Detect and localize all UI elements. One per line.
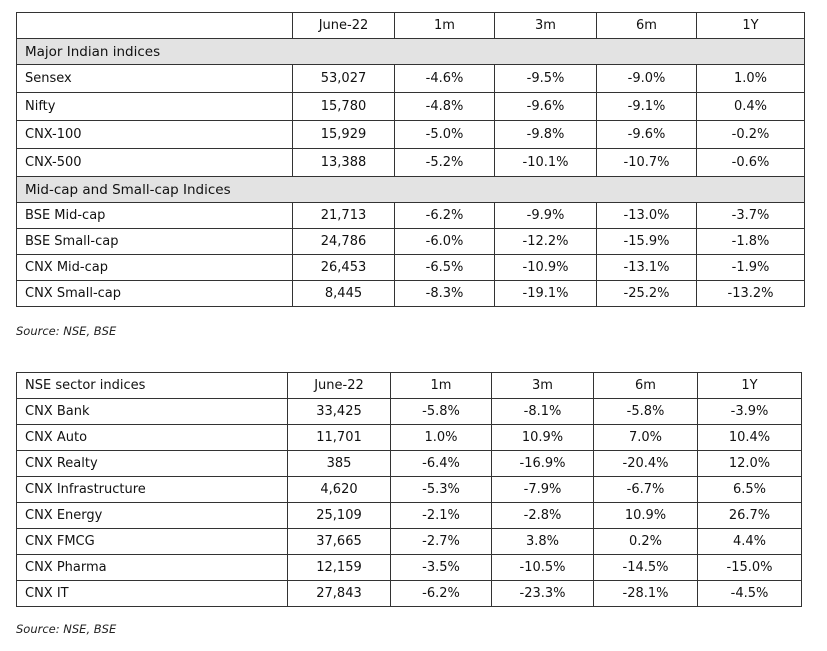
value-cell: 26.7%	[698, 503, 802, 529]
table-row	[17, 255, 805, 281]
value-cell: 12,159	[288, 555, 391, 581]
column-header: 1Y	[698, 373, 802, 399]
value-cell: -19.1%	[495, 281, 597, 307]
value-cell: 1.0%	[391, 425, 492, 451]
value-cell: -5.3%	[391, 477, 492, 503]
table-row	[17, 281, 805, 307]
table-row	[17, 229, 805, 255]
value-cell: 3.8%	[492, 529, 594, 555]
value-cell: -14.5%	[594, 555, 698, 581]
column-header: 1m	[395, 13, 495, 39]
value-cell: -13.2%	[697, 281, 805, 307]
column-header: 1m	[391, 373, 492, 399]
value-cell: -6.7%	[594, 477, 698, 503]
column-header: June-22	[293, 13, 395, 39]
table-row	[17, 581, 802, 607]
value-cell: -3.5%	[391, 555, 492, 581]
index-name: CNX-100	[17, 121, 293, 149]
sector-name: CNX Bank	[17, 399, 288, 425]
sector-name: CNX Realty	[17, 451, 288, 477]
value-cell: -9.5%	[495, 65, 597, 93]
value-cell: -10.9%	[495, 255, 597, 281]
header-row	[17, 13, 805, 39]
value-cell: 6.5%	[698, 477, 802, 503]
value-cell: 26,453	[293, 255, 395, 281]
value-cell: -9.9%	[495, 203, 597, 229]
value-cell: 11,701	[288, 425, 391, 451]
index-name: CNX-500	[17, 149, 293, 177]
value-cell: -6.2%	[391, 581, 492, 607]
index-name: BSE Small-cap	[17, 229, 293, 255]
value-cell: -9.6%	[597, 121, 697, 149]
value-cell: 21,713	[293, 203, 395, 229]
sector-name: CNX Infrastructure	[17, 477, 288, 503]
value-cell: 10.4%	[698, 425, 802, 451]
value-cell: -0.6%	[697, 149, 805, 177]
value-cell: 24,786	[293, 229, 395, 255]
value-cell: -9.8%	[495, 121, 597, 149]
value-cell: -6.2%	[395, 203, 495, 229]
value-cell: -9.6%	[495, 93, 597, 121]
value-cell: -3.7%	[697, 203, 805, 229]
value-cell: -5.8%	[391, 399, 492, 425]
value-cell: 37,665	[288, 529, 391, 555]
value-cell: 27,843	[288, 581, 391, 607]
value-cell: 4.4%	[698, 529, 802, 555]
value-cell: -4.5%	[698, 581, 802, 607]
value-cell: -10.1%	[495, 149, 597, 177]
section-header-row	[17, 177, 805, 203]
value-cell: 10.9%	[594, 503, 698, 529]
sector-name: CNX Energy	[17, 503, 288, 529]
value-cell: -23.3%	[492, 581, 594, 607]
value-cell: -1.8%	[697, 229, 805, 255]
value-cell: 10.9%	[492, 425, 594, 451]
value-cell: -15.9%	[597, 229, 697, 255]
column-header: 3m	[492, 373, 594, 399]
section-title: Major Indian indices	[17, 39, 805, 65]
value-cell: 7.0%	[594, 425, 698, 451]
value-cell: 53,027	[293, 65, 395, 93]
sector-name: CNX FMCG	[17, 529, 288, 555]
index-name: CNX Small-cap	[17, 281, 293, 307]
sector-name: CNX IT	[17, 581, 288, 607]
value-cell: -5.8%	[594, 399, 698, 425]
value-cell: -10.5%	[492, 555, 594, 581]
source-note: Source: NSE, BSE	[16, 622, 117, 636]
value-cell: -1.9%	[697, 255, 805, 281]
value-cell: -15.0%	[698, 555, 802, 581]
table-row	[17, 65, 805, 93]
value-cell: -9.1%	[597, 93, 697, 121]
value-cell: -4.8%	[395, 93, 495, 121]
value-cell: -16.9%	[492, 451, 594, 477]
value-cell: 12.0%	[698, 451, 802, 477]
column-header: 6m	[594, 373, 698, 399]
value-cell: -28.1%	[594, 581, 698, 607]
value-cell: -13.0%	[597, 203, 697, 229]
value-cell: 0.4%	[697, 93, 805, 121]
value-cell: -6.0%	[395, 229, 495, 255]
value-cell: -8.3%	[395, 281, 495, 307]
value-cell: 8,445	[293, 281, 395, 307]
value-cell: -5.0%	[395, 121, 495, 149]
value-cell: -7.9%	[492, 477, 594, 503]
value-cell: -25.2%	[597, 281, 697, 307]
value-cell: -10.7%	[597, 149, 697, 177]
section-header-row	[17, 39, 805, 65]
column-header: 3m	[495, 13, 597, 39]
table-row	[17, 149, 805, 177]
value-cell: 1.0%	[697, 65, 805, 93]
value-cell: 25,109	[288, 503, 391, 529]
value-cell: -6.4%	[391, 451, 492, 477]
index-name: CNX Mid-cap	[17, 255, 293, 281]
value-cell: -2.8%	[492, 503, 594, 529]
value-cell: -2.7%	[391, 529, 492, 555]
value-cell: -8.1%	[492, 399, 594, 425]
section-title: Mid-cap and Small-cap Indices	[17, 177, 805, 203]
value-cell: -20.4%	[594, 451, 698, 477]
sector-name: CNX Pharma	[17, 555, 288, 581]
table-row	[17, 121, 805, 149]
index-name: Nifty	[17, 93, 293, 121]
column-header: June-22	[288, 373, 391, 399]
value-cell: 4,620	[288, 477, 391, 503]
value-cell: -13.1%	[597, 255, 697, 281]
value-cell: -5.2%	[395, 149, 495, 177]
value-cell: 0.2%	[594, 529, 698, 555]
value-cell: -12.2%	[495, 229, 597, 255]
index-name: BSE Mid-cap	[17, 203, 293, 229]
header-row	[17, 373, 802, 399]
value-cell: 385	[288, 451, 391, 477]
value-cell: 15,929	[293, 121, 395, 149]
column-header: 1Y	[697, 13, 805, 39]
value-cell: 13,388	[293, 149, 395, 177]
column-header	[17, 13, 293, 39]
table-row	[17, 425, 802, 451]
column-header: NSE sector indices	[17, 373, 288, 399]
sector-name: CNX Auto	[17, 425, 288, 451]
index-name: Sensex	[17, 65, 293, 93]
table-row	[17, 477, 802, 503]
value-cell: 33,425	[288, 399, 391, 425]
value-cell: -0.2%	[697, 121, 805, 149]
value-cell: 15,780	[293, 93, 395, 121]
table-row	[17, 203, 805, 229]
table-row	[17, 399, 802, 425]
source-note: Source: NSE, BSE	[16, 324, 117, 338]
table-row	[17, 529, 802, 555]
column-header: 6m	[597, 13, 697, 39]
nse-sector-indices-table	[16, 372, 802, 607]
table-row	[17, 503, 802, 529]
value-cell: -9.0%	[597, 65, 697, 93]
table-row	[17, 93, 805, 121]
table-row	[17, 451, 802, 477]
value-cell: -3.9%	[698, 399, 802, 425]
value-cell: -4.6%	[395, 65, 495, 93]
value-cell: -2.1%	[391, 503, 492, 529]
value-cell: -6.5%	[395, 255, 495, 281]
major-indices-table	[16, 12, 805, 307]
table-row	[17, 555, 802, 581]
